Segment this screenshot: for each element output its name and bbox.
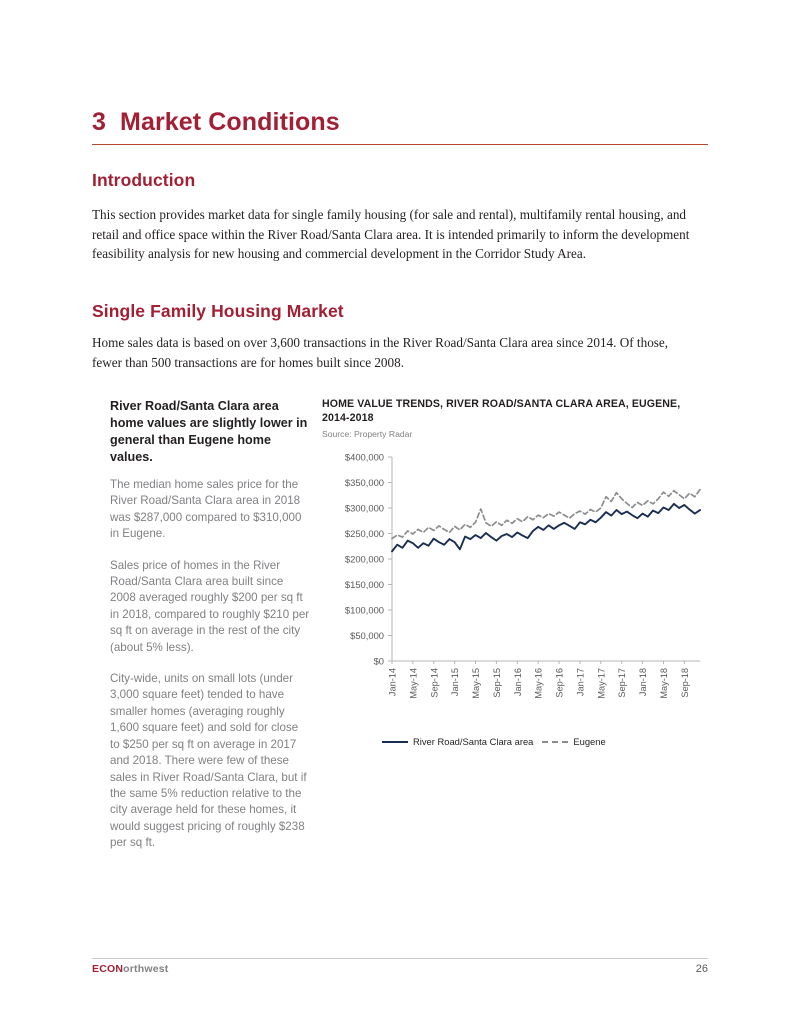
svg-text:Sep-18: Sep-18 [679,668,690,698]
chapter-title-line [92,108,708,137]
chapter-number: 3 [92,108,107,136]
footer-logo [92,963,169,975]
svg-text:May-15: May-15 [471,668,482,699]
legend-label-eugene: Eugene [573,736,606,747]
chart-title: HOME VALUE TRENDS, RIVER ROAD/SANTA CLARA AREA, EUGENE, 2014-2018 [322,398,681,424]
svg-text:$200,000: $200,000 [344,553,384,565]
chapter-divider [92,144,708,145]
svg-text:$0: $0 [373,655,384,667]
svg-text:May-18: May-18 [658,668,669,699]
svg-text:$50,000: $50,000 [350,629,384,641]
chart-source: Source: Property Radar [322,429,413,439]
legend-label-river-road: River Road/Santa Clara area [413,736,534,747]
svg-text:Jan-15: Jan-15 [450,668,461,697]
footer-logo-rest: orthwest [123,963,169,975]
legend-item-eugene [542,736,605,747]
svg-text:Sep-17: Sep-17 [617,668,628,698]
callout-column [110,398,310,867]
svg-text:$300,000: $300,000 [344,502,384,514]
svg-text:Sep-16: Sep-16 [554,668,565,698]
footer-logo-accent: ECON [92,963,124,975]
callout-paragraph-2: Sales price of homes in the River Road/Santa Clara area built since 2008 averaged roughly $200 per sq ft in 2018, compared to roughly $210 per sq ft on average in the rest of the city (about 5% less). [110,558,310,654]
chapter-heading [92,108,708,137]
svg-text:May-17: May-17 [596,668,607,699]
introduction-paragraph: This section provides market data for single family housing (for sale and rental), multifamily rental housing, and retail and office space within the River Road/Santa Clara area. It is intended primarily to inform the development feasibility analysis for new housing and commercial development in the Corridor Study Area. [92,207,690,261]
callout-paragraph-1: The median home sales price for the River Road/Santa Clara area in 2018 was $287,000 compared to $310,000 in Eugene. [110,478,302,541]
svg-text:$350,000: $350,000 [344,476,384,488]
legend-swatch-solid-icon [382,741,408,743]
callout-lead-text: River Road/Santa Clara area home values are slightly lower in general than Eugene home values. [110,399,308,464]
svg-text:May-14: May-14 [408,668,419,699]
chart-legend [382,736,606,747]
svg-text:May-16: May-16 [533,668,544,699]
legend-item-river-road [382,736,533,747]
svg-text:Jan-17: Jan-17 [575,668,586,697]
single-family-housing-heading: Single Family Housing Market [92,301,344,321]
svg-text:$150,000: $150,000 [344,578,384,590]
page-number: 26 [695,963,708,975]
chart-block [322,398,708,759]
single-family-housing-paragraph: Home sales data is based on over 3,600 transactions in the River Road/Santa Clara area since 2014. Of those, fewer than 500 transactions are for homes built since 2008. [92,335,669,370]
svg-text:Jan-18: Jan-18 [638,668,649,697]
svg-text:$250,000: $250,000 [344,527,384,539]
footer-divider [92,958,708,959]
home-value-trends-chart [322,449,708,759]
svg-text:Sep-14: Sep-14 [429,668,440,698]
introduction-heading: Introduction [92,170,196,190]
svg-text:Jan-14: Jan-14 [387,668,398,697]
svg-text:$100,000: $100,000 [344,604,384,616]
svg-text:Jan-16: Jan-16 [512,668,523,697]
callout-paragraph-3: City-wide, units on small lots (under 3,000 square feet) tended to have smaller homes (averaging roughly 1,600 square feet) and sold for close to $250 per sq ft on average in 2017 and 2018. There were few of these sales in River Road/Santa Clara, but if the same 5% reduction relative to the city average held for these homes, it would suggest pricing of roughly $238 per sq ft. [110,672,307,850]
chart-area [322,449,708,759]
legend-swatch-dashed-icon [542,741,568,743]
svg-text:$400,000: $400,000 [344,451,384,463]
svg-text:Sep-15: Sep-15 [491,668,502,698]
chapter-title: Market Conditions [120,108,340,136]
